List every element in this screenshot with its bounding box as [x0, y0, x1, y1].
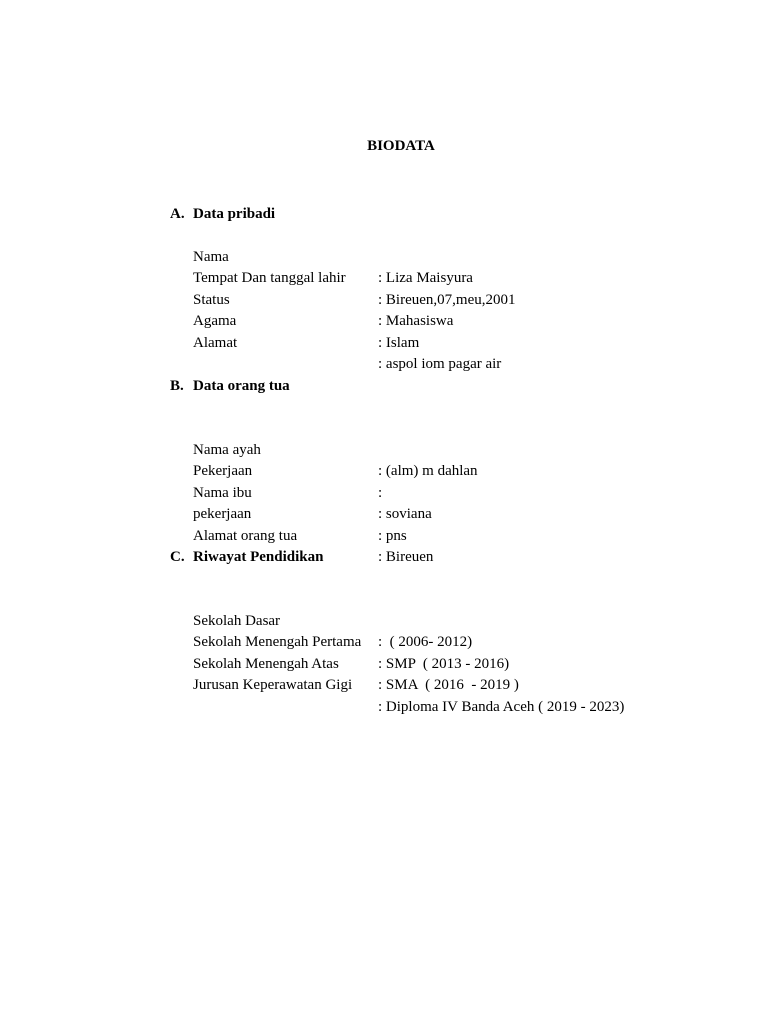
field-label: Jurusan Keperawatan Gigi [193, 677, 353, 693]
field-value: : ( 2006- 2012) [378, 634, 473, 650]
field-label: Agama [193, 313, 237, 329]
section-title: Data orang tua [193, 378, 290, 394]
field-label: Status [193, 291, 230, 308]
field-value: : Liza Maisyura [378, 270, 473, 286]
field-value: : SMP ( 2013 - 2016) [378, 655, 510, 672]
section-title: Data pribadi [193, 206, 276, 222]
section-heading [170, 546, 730, 568]
field-value: : [378, 484, 383, 501]
field-label: Pekerjaan [193, 463, 253, 479]
section-heading [170, 375, 730, 397]
field-label: Nama ibu [193, 484, 252, 501]
field-label: Alamat [193, 334, 238, 351]
section-letter: C. [170, 549, 185, 565]
field-label: Sekolah Menengah Atas [193, 655, 339, 672]
field-label: Nama [193, 248, 229, 265]
field-value: : Bireuen [378, 549, 434, 565]
field-value: : Diploma IV Banda Aceh ( 2019 - 2023) [378, 698, 625, 715]
field-value: : Islam [378, 334, 420, 351]
field-value: : Mahasiswa [378, 313, 454, 329]
section-data-pribadi [170, 203, 730, 372]
field-value: : Bireuen,07,meu,2001 [378, 291, 516, 308]
section-letter: A. [170, 206, 185, 222]
field-label: Tempat Dan tanggal lahir [193, 270, 346, 286]
field-label: Sekolah Menengah Pertama [193, 634, 362, 650]
section-heading [170, 203, 730, 225]
field-value: : pns [378, 527, 407, 544]
field-value: : SMA ( 2016 - 2019 ) [378, 677, 519, 693]
field-value: : aspol iom pagar air [378, 356, 502, 372]
section-riwayat-pendidikan [170, 546, 730, 715]
field-label: Nama ayah [193, 441, 261, 458]
section-title: Riwayat Pendidikan [193, 549, 324, 565]
field-label: Alamat orang tua [193, 527, 298, 544]
field-value: : (alm) m dahlan [378, 463, 478, 479]
field-label: pekerjaan [193, 506, 252, 522]
section-letter: B. [170, 378, 184, 394]
field-value: : soviana [378, 506, 432, 522]
page-title: BIODATA [367, 138, 435, 154]
field-label: Sekolah Dasar [193, 612, 281, 629]
